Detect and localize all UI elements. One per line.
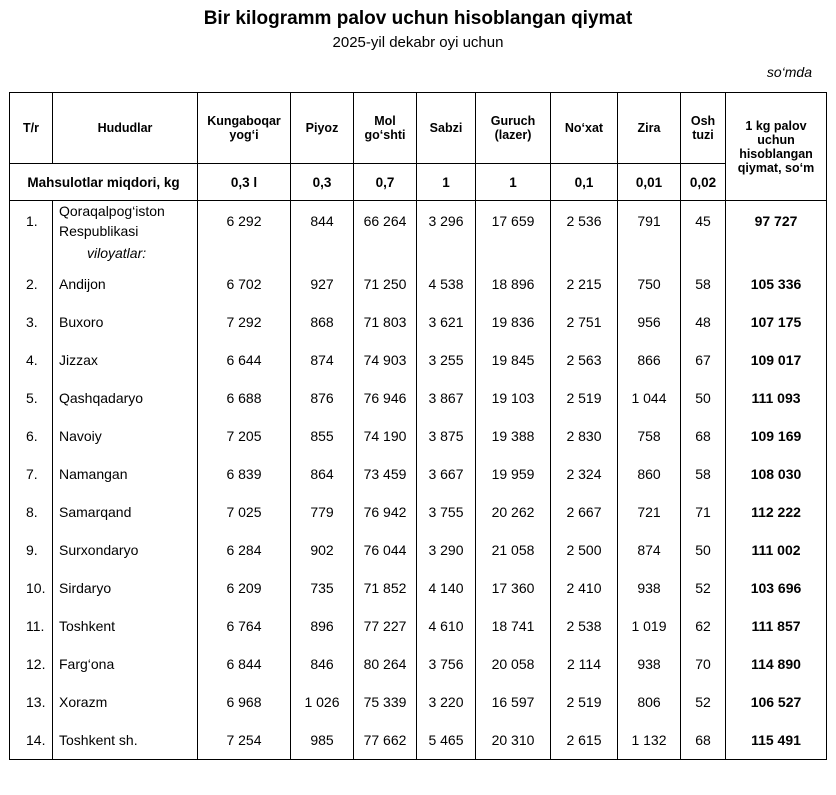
value-chickpea: 2 615	[551, 721, 618, 760]
value-chickpea: 2 536	[551, 201, 618, 242]
value-chickpea: 2 114	[551, 645, 618, 683]
value-oil: 6 764	[198, 607, 291, 645]
value-onion: 902	[291, 531, 354, 569]
empty-cell	[354, 241, 417, 265]
header-carrot: Sabzi	[417, 93, 476, 164]
region-name: Buxoro	[53, 303, 198, 341]
value-total: 106 527	[726, 683, 827, 721]
row-number: 5.	[10, 379, 53, 417]
value-oil: 6 968	[198, 683, 291, 721]
value-salt: 48	[681, 303, 726, 341]
value-total: 115 491	[726, 721, 827, 760]
value-rice: 19 959	[476, 455, 551, 493]
region-name: Toshkent	[53, 607, 198, 645]
value-chickpea: 2 500	[551, 531, 618, 569]
value-salt: 58	[681, 265, 726, 303]
row-number: 6.	[10, 417, 53, 455]
value-salt: 70	[681, 645, 726, 683]
value-chickpea: 2 667	[551, 493, 618, 531]
quantity-label: Mahsulotlar miqdori, kg	[10, 164, 198, 201]
value-oil: 7 025	[198, 493, 291, 531]
empty-cell	[417, 241, 476, 265]
empty-cell	[198, 241, 291, 265]
value-oil: 6 209	[198, 569, 291, 607]
header-cumin: Zira	[618, 93, 681, 164]
table-row	[10, 645, 827, 683]
value-total: 111 002	[726, 531, 827, 569]
value-oil: 6 702	[198, 265, 291, 303]
table-body	[10, 201, 827, 760]
value-rice: 20 310	[476, 721, 551, 760]
value-salt: 45	[681, 201, 726, 242]
value-rice: 18 896	[476, 265, 551, 303]
value-rice: 19 836	[476, 303, 551, 341]
qty-carrot: 1	[417, 164, 476, 201]
value-carrot: 3 220	[417, 683, 476, 721]
value-onion: 844	[291, 201, 354, 242]
value-rice: 21 058	[476, 531, 551, 569]
value-carrot: 3 621	[417, 303, 476, 341]
empty-cell	[726, 241, 827, 265]
value-onion: 779	[291, 493, 354, 531]
region-name: Samarqand	[53, 493, 198, 531]
value-total: 109 169	[726, 417, 827, 455]
value-onion: 855	[291, 417, 354, 455]
value-cumin: 938	[618, 569, 681, 607]
empty-cell	[618, 241, 681, 265]
value-carrot: 4 140	[417, 569, 476, 607]
empty-cell	[681, 241, 726, 265]
value-chickpea: 2 410	[551, 569, 618, 607]
value-rice: 18 741	[476, 607, 551, 645]
header-row	[10, 93, 827, 164]
table-row	[10, 265, 827, 303]
value-cumin: 750	[618, 265, 681, 303]
value-total: 108 030	[726, 455, 827, 493]
header-salt: Osh tuzi	[681, 93, 726, 164]
qty-cumin: 0,01	[618, 164, 681, 201]
value-salt: 68	[681, 417, 726, 455]
value-salt: 62	[681, 607, 726, 645]
value-cumin: 1 044	[618, 379, 681, 417]
value-chickpea: 2 519	[551, 683, 618, 721]
value-meat: 74 190	[354, 417, 417, 455]
value-salt: 52	[681, 569, 726, 607]
region-name: Qashqadaryo	[53, 379, 198, 417]
value-carrot: 4 538	[417, 265, 476, 303]
value-meat: 76 946	[354, 379, 417, 417]
value-meat: 71 803	[354, 303, 417, 341]
value-meat: 74 903	[354, 341, 417, 379]
table-row	[10, 201, 827, 242]
value-rice: 17 659	[476, 201, 551, 242]
value-meat: 76 942	[354, 493, 417, 531]
row-number: 12.	[10, 645, 53, 683]
value-total: 114 890	[726, 645, 827, 683]
header-oil: Kungaboqar yog‘i	[198, 93, 291, 164]
header-chickpea: No‘xat	[551, 93, 618, 164]
header-total: 1 kg palov uchun hisoblangan qiymat, so‘m	[726, 93, 827, 201]
value-salt: 71	[681, 493, 726, 531]
region-name: Jizzax	[53, 341, 198, 379]
value-carrot: 3 255	[417, 341, 476, 379]
region-name: Farg‘ona	[53, 645, 198, 683]
value-cumin: 938	[618, 645, 681, 683]
qty-oil: 0,3 l	[198, 164, 291, 201]
region-name: Xorazm	[53, 683, 198, 721]
region-name: Qoraqalpog‘iston Respublikasi	[53, 201, 198, 242]
value-total: 111 857	[726, 607, 827, 645]
region-name: Sirdaryo	[53, 569, 198, 607]
value-cumin: 874	[618, 531, 681, 569]
value-total: 105 336	[726, 265, 827, 303]
value-meat: 77 227	[354, 607, 417, 645]
value-total: 112 222	[726, 493, 827, 531]
value-rice: 20 058	[476, 645, 551, 683]
document-subtitle: 2025-yil dekabr oyi uchun	[332, 34, 504, 51]
region-name: Namangan	[53, 455, 198, 493]
value-salt: 67	[681, 341, 726, 379]
value-chickpea: 2 751	[551, 303, 618, 341]
table-row	[10, 341, 827, 379]
value-chickpea: 2 519	[551, 379, 618, 417]
value-onion: 985	[291, 721, 354, 760]
value-onion: 876	[291, 379, 354, 417]
value-rice: 19 103	[476, 379, 551, 417]
value-oil: 6 292	[198, 201, 291, 242]
value-total: 97 727	[726, 201, 827, 242]
viloyatlar-row	[10, 241, 827, 265]
value-carrot: 3 755	[417, 493, 476, 531]
value-oil: 6 688	[198, 379, 291, 417]
table-row	[10, 379, 827, 417]
row-number: 7.	[10, 455, 53, 493]
empty-cell	[10, 241, 53, 265]
value-oil: 6 284	[198, 531, 291, 569]
row-number: 1.	[10, 201, 53, 242]
region-name: Toshkent sh.	[53, 721, 198, 760]
value-carrot: 3 290	[417, 531, 476, 569]
value-meat: 76 044	[354, 531, 417, 569]
value-onion: 1 026	[291, 683, 354, 721]
value-chickpea: 2 563	[551, 341, 618, 379]
value-rice: 17 360	[476, 569, 551, 607]
value-carrot: 4 610	[417, 607, 476, 645]
value-meat: 71 250	[354, 265, 417, 303]
value-rice: 16 597	[476, 683, 551, 721]
row-number: 13.	[10, 683, 53, 721]
header-regions: Hududlar	[53, 93, 198, 164]
table-row	[10, 455, 827, 493]
value-meat: 73 459	[354, 455, 417, 493]
value-oil: 7 292	[198, 303, 291, 341]
empty-cell	[551, 241, 618, 265]
palov-cost-table	[9, 92, 827, 760]
value-total: 109 017	[726, 341, 827, 379]
table-row	[10, 493, 827, 531]
value-oil: 6 644	[198, 341, 291, 379]
header-tr: T/r	[10, 93, 53, 164]
table-row	[10, 531, 827, 569]
row-number: 9.	[10, 531, 53, 569]
region-name: Surxondaryo	[53, 531, 198, 569]
value-carrot: 3 667	[417, 455, 476, 493]
value-oil: 7 205	[198, 417, 291, 455]
value-carrot: 3 875	[417, 417, 476, 455]
value-salt: 50	[681, 379, 726, 417]
qty-onion: 0,3	[291, 164, 354, 201]
row-number: 14.	[10, 721, 53, 760]
value-cumin: 956	[618, 303, 681, 341]
value-total: 107 175	[726, 303, 827, 341]
value-oil: 6 839	[198, 455, 291, 493]
empty-cell	[291, 241, 354, 265]
value-onion: 874	[291, 341, 354, 379]
value-rice: 20 262	[476, 493, 551, 531]
value-total: 103 696	[726, 569, 827, 607]
value-salt: 52	[681, 683, 726, 721]
value-carrot: 3 296	[417, 201, 476, 242]
unit-note: so‘mda	[766, 64, 812, 80]
table-row	[10, 683, 827, 721]
value-carrot: 3 867	[417, 379, 476, 417]
value-meat: 66 264	[354, 201, 417, 242]
value-rice: 19 845	[476, 341, 551, 379]
value-oil: 7 254	[198, 721, 291, 760]
qty-salt: 0,02	[681, 164, 726, 201]
qty-meat: 0,7	[354, 164, 417, 201]
value-carrot: 3 756	[417, 645, 476, 683]
value-onion: 896	[291, 607, 354, 645]
value-onion: 846	[291, 645, 354, 683]
value-salt: 68	[681, 721, 726, 760]
empty-cell	[476, 241, 551, 265]
table-row	[10, 721, 827, 760]
value-meat: 80 264	[354, 645, 417, 683]
value-chickpea: 2 324	[551, 455, 618, 493]
value-cumin: 791	[618, 201, 681, 242]
value-cumin: 1 019	[618, 607, 681, 645]
header-onion: Piyoz	[291, 93, 354, 164]
table-row	[10, 417, 827, 455]
value-meat: 77 662	[354, 721, 417, 760]
table-row	[10, 303, 827, 341]
document-title: Bir kilogramm palov uchun hisoblangan qiymat	[203, 8, 633, 29]
region-name: Navoiy	[53, 417, 198, 455]
value-onion: 864	[291, 455, 354, 493]
value-salt: 58	[681, 455, 726, 493]
viloyatlar-label: viloyatlar:	[53, 241, 198, 265]
value-chickpea: 2 830	[551, 417, 618, 455]
value-meat: 71 852	[354, 569, 417, 607]
value-chickpea: 2 538	[551, 607, 618, 645]
value-oil: 6 844	[198, 645, 291, 683]
value-total: 111 093	[726, 379, 827, 417]
header-rice: Guruch (lazer)	[476, 93, 551, 164]
value-cumin: 806	[618, 683, 681, 721]
value-carrot: 5 465	[417, 721, 476, 760]
value-chickpea: 2 215	[551, 265, 618, 303]
header-meat: Mol go‘shti	[354, 93, 417, 164]
table-row	[10, 569, 827, 607]
value-cumin: 860	[618, 455, 681, 493]
value-onion: 735	[291, 569, 354, 607]
row-number: 2.	[10, 265, 53, 303]
row-number: 3.	[10, 303, 53, 341]
region-name: Andijon	[53, 265, 198, 303]
value-cumin: 1 132	[618, 721, 681, 760]
row-number: 10.	[10, 569, 53, 607]
value-meat: 75 339	[354, 683, 417, 721]
value-cumin: 758	[618, 417, 681, 455]
value-salt: 50	[681, 531, 726, 569]
row-number: 11.	[10, 607, 53, 645]
value-cumin: 721	[618, 493, 681, 531]
qty-chickpea: 0,1	[551, 164, 618, 201]
value-rice: 19 388	[476, 417, 551, 455]
value-cumin: 866	[618, 341, 681, 379]
value-onion: 927	[291, 265, 354, 303]
value-onion: 868	[291, 303, 354, 341]
quantity-row	[10, 164, 827, 201]
row-number: 4.	[10, 341, 53, 379]
table-row	[10, 607, 827, 645]
qty-rice: 1	[476, 164, 551, 201]
row-number: 8.	[10, 493, 53, 531]
